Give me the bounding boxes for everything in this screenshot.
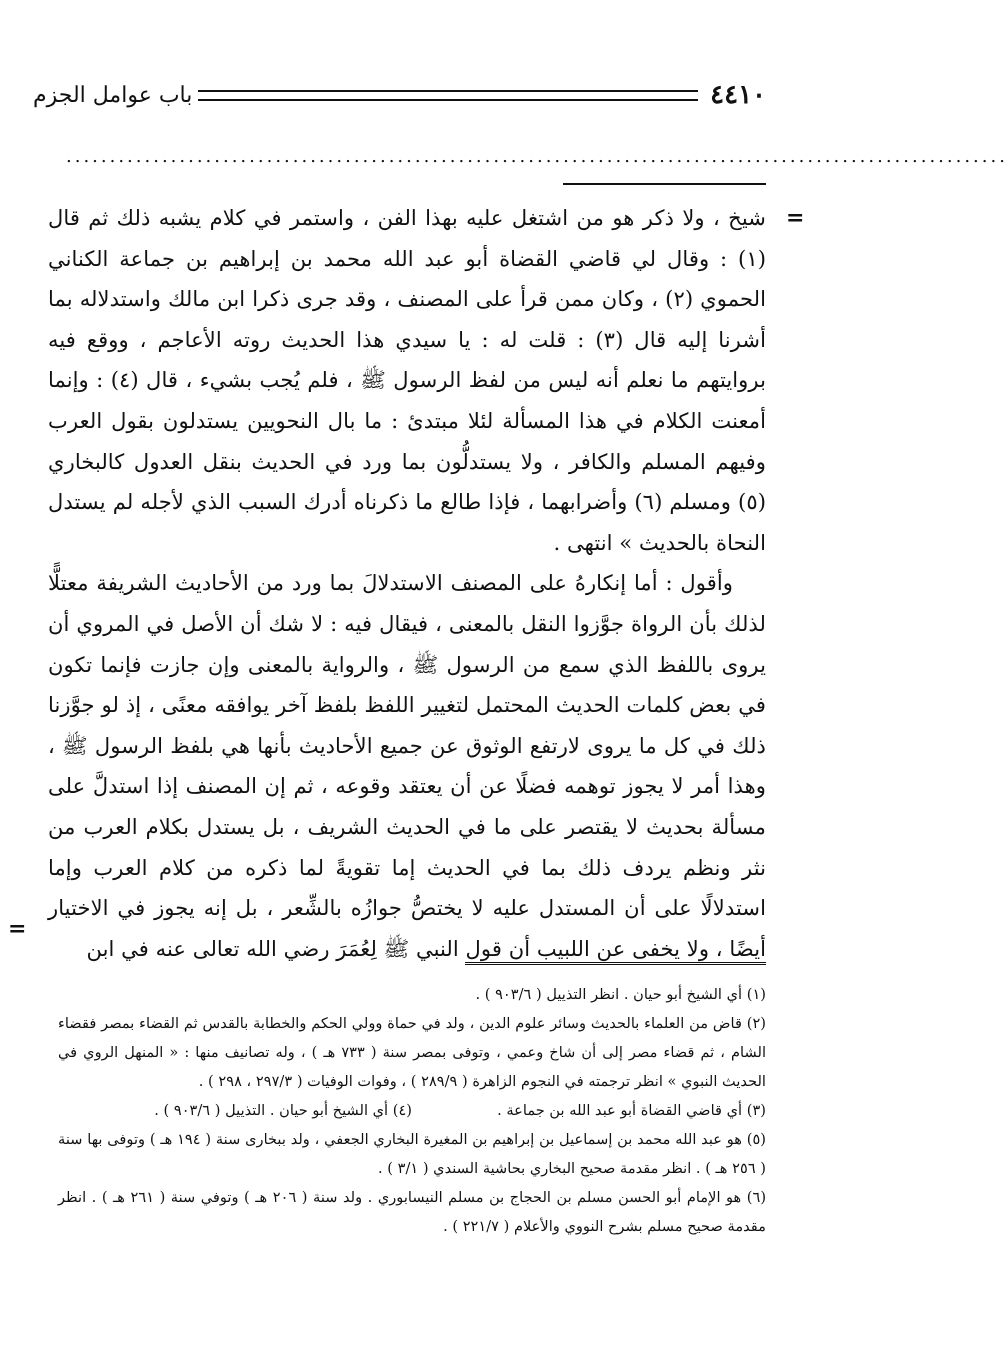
- footnotes: [58, 980, 766, 1241]
- continuation-mark-bottom: =: [8, 916, 27, 942]
- header-double-rule: [198, 90, 698, 101]
- footnote-5: (٥) هو عبد الله محمد بن إسماعيل بن إبراهيم بن المغيرة البخاري الجعفي ، ولد ببخارى سنة ( ١٩٤ هـ ) وتوفى بها سنة ( ٢٥٦ هـ ) . انظر مقدمة صحيح البخاري بحاشية السندي ( ٣/١ ) .: [58, 1131, 766, 1177]
- footnote-3: (٣) أي قاضي القضاة أبو عبد الله بن جماعة .: [497, 1102, 766, 1119]
- footnote-4: (٤) أي الشيخ أبو حيان . التذييل ( ٩٠٣/٦ ) .: [154, 1102, 412, 1119]
- footnote-2: (٢) قاض من العلماء بالحديث وسائر علوم الدين ، ولد في حماة وولي الحكم والخطابة بالقدس ثم القضاء بمصر فقضاء الشام ، ثم قضاء مصر إلى أن شاخ وعمي ، وتوفى بمصر سنة ( ٧٣٣ هـ ) ، وله تصانيف منها : « المنهل الروي في الحديث النبوي » انظر ترجمته في النجوم الزاهرة ( ٢٨٩/٩ ) ، وفوات الوفيات ( ٢٩٧/٣ ، ٢٩٨ ) .: [58, 1015, 767, 1090]
- footnote-row-3-4: [58, 1096, 766, 1125]
- continuation-mark-top: =: [786, 205, 805, 231]
- footnote-1: (١) أي الشيخ أبو حيان . انظر التذييل ( ٩٠٣/٦ ) .: [475, 986, 766, 1003]
- paragraph-2: وأقول : أما إنكارهُ على المصنف الاستدلالَ بما ورد من الأحاديث الشريفة معتلًّا لذلك بأن الرواة جوَّزوا النقل بالمعنى ، فيقال فيه : لا شك أن الأصل في المروي أن يروى باللفظ الذي سمع من الرسول ﷺ ، والرواية بالمعنى وإن جازت فإنما تكون في بعض كلمات الحديث المحتمل لتغيير اللفظ بلفظ آخر يوافقه معنًى ، إذ لو جوَّزنا ذلك في كل ما يروى لارتفع الوثوق عن جميع الأحاديث بأنها هي بلفظ الرسول ﷺ ، وهذا أمر لا يجوز توهمه فضلًا عن أن يعتقد وقوعه ، ثم إن المصنف إذا استدلَّ على مسألة بحديث لا يقتصر على ما في الحديث الشريف ، بل يستدل بكلام العرب من نثر ونظم يردف ذلك بما في الحديث إما تقويةً لما ذكره من كلام العرب وإما استدلالًا على أن المستدل عليه لا يختصُّ جوازُه بالشِّعر ، بل إنه يجوز في الاختيار أيضًا ، ولا يخفى عن اللبيب أن قول النبي ﷺ لِعُمَرَ رضي الله تعالى عنه في ابن: [48, 570, 767, 961]
- continuation-rule: [563, 183, 766, 185]
- paragraph-1: شيخ ، ولا ذكر هو من اشتغل عليه بهذا الفن ، واستمر في كلام يشبه ذلك ثم قال (١) : وقال لي قاضي القضاة أبو عبد الله محمد بن إبراهيم بن جماعة الكناني الحموي (٢) ، وكان ممن قرأ على المصنف ، وقد جرى ذكرا ابن مالك واستدلاله بما أشرنا إليه قال (٣) : قلت له : يا سيدي هذا الحديث روته الأعاجم ، ووقع فيه بروايتهم ما نعلم أنه ليس من لفظ الرسول ﷺ ، فلم يُجب بشيء ، قال (٤) : وإنما أمعنت الكلام في هذا المسألة لئلا مبتدئ : ما بال النحويين يستدلون بقول العرب وفيهم المسلم والكافر ، ولا يستدلُّون بما ورد في الحديث بنقل العدول كالبخاري (٥) ومسلم (٦) وأضرابهما ، فإذا طالع ما ذكرناه أدرك السبب الذي لأجله لم يستدل النحاة بالحديث » انتهى .: [48, 205, 766, 555]
- chapter-title: باب عوامل الجزم: [33, 82, 193, 108]
- page-header: [33, 80, 766, 110]
- main-text: [48, 198, 766, 969]
- page-number: ٤٤١٠: [710, 80, 766, 110]
- footnote-separator: [465, 962, 766, 968]
- footnote-6: (٦) هو الإمام أبو الحسن مسلم بن الحجاج بن مسلم النيسابوري . ولد سنة ( ٢٠٦ هـ ) وتوفي سنة ( ٢٦١ هـ ) . انظر مقدمة صحيح مسلم بشرح النووي والأعلام ( ٢٢١/٧ ) .: [58, 1189, 767, 1235]
- dotted-separator: ............................................................................................................: [66, 146, 1008, 167]
